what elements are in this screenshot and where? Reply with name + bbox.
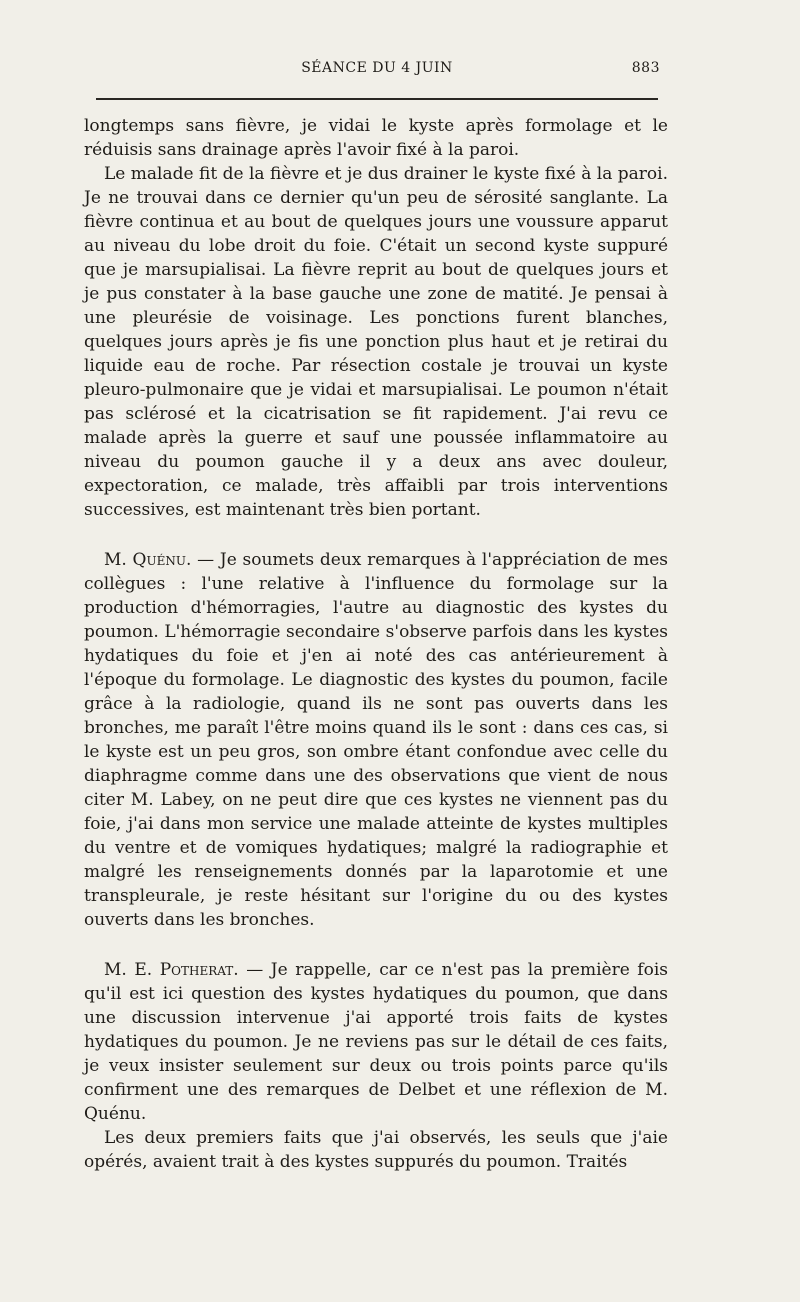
paragraph-text: — Je rappelle, car ce n'est pas la première fois qu'il est ici question des kystes hydatiques du poumon, que dans une discussion intervenue j'ai apporté trois faits de kystes hydatiques du poumon. Je ne reviens pas sur le détail de ces faits, je veux insister seulement sur deux ou trois points parce qu'ils confirment une des remarques de Delbet et une réflexion de M. Quénu. [84, 960, 668, 1124]
paragraph-potherat [84, 958, 668, 1126]
paragraph-case-account [84, 162, 668, 522]
page-number: 883 [631, 60, 660, 76]
running-title: SÉANCE DU 4 JUIN [301, 60, 453, 76]
paragraph-text: longtemps sans fièvre, je vidai le kyste après formolage et le réduisis sans drainage après l'avoir fixé à la paroi. [84, 116, 668, 160]
paragraph-final [84, 1126, 668, 1174]
body-text [84, 114, 668, 1174]
paragraph-text: — Je soumets deux remarques à l'appréciation de mes collègues : l'une relative à l'influence du formolage sur la production d'hémorragies, l'autre au diagnostic des kystes du poumon. L'hémorragie secondaire s'observe parfois dans les kystes hydatiques du foie et j'en ai noté des cas antérieurement à l'époque du formolage. Le diagnostic des kystes du poumon, facile grâce à la radiologie, quand ils ne sont pas ouverts dans les bronches, me paraît l'être moins quand ils le sont : dans ces cas, si le kyste est un peu gros, son ombre étant confondue avec celle du diaphragme comme dans une des observations que vient de nous citer M. Labey, on ne peut dire que ces kystes ne viennent pas du foie, j'ai dans mon service une malade atteinte de kystes multiples du ventre et de vomiques hydatiques; malgré la radiographie et malgré les renseignements donnés par la laparotomie et une transpleurale, je reste hésitant sur l'origine du ou des kystes ouverts dans les bronches. [84, 550, 669, 930]
paragraph-quenu [84, 548, 668, 932]
page-header [84, 60, 670, 84]
header-rule [96, 98, 658, 100]
paragraph-text: Le malade fit de la fièvre et je dus drainer le kyste fixé à la paroi. Je ne trouvai dans ce dernier qu'un peu de sérosité sanglante. La fièvre continua et au bout de quelques jours une voussure apparut au niveau du lobe droit du foie. C'était un second kyste suppuré que je marsupialisai. La fièvre reprit au bout de quelques jours et je pus constater à la base gauche une zone de matité. Je pensai à une pleurésie de voisinage. Les ponctions furent blanches, quelques jours après je fis une ponction plus haut et je retirai du liquide eau de roche. Par résection costale je trouvai un kyste pleuro-pulmonaire que je vidai et marsupialisai. Le poumon n'était pas sclérosé et la cicatrisation se fit rapidement. J'ai revu ce malade après la guerre et sauf une poussée inflammatoire au niveau du poumon gauche il y a deux ans avec douleur, expectoration, ce malade, très affaibli par trois interventions successives, est maintenant très bien portant. [84, 164, 668, 520]
speaker-name: M. E. Potherat. [104, 960, 239, 980]
paragraph-continuation [84, 114, 668, 162]
speaker-name: M. Quénu. [104, 550, 192, 570]
paragraph-text: Les deux premiers faits que j'ai observés, les seuls que j'aie opérés, avaient trait à des kystes suppurés du poumon. Traités [84, 1128, 668, 1172]
